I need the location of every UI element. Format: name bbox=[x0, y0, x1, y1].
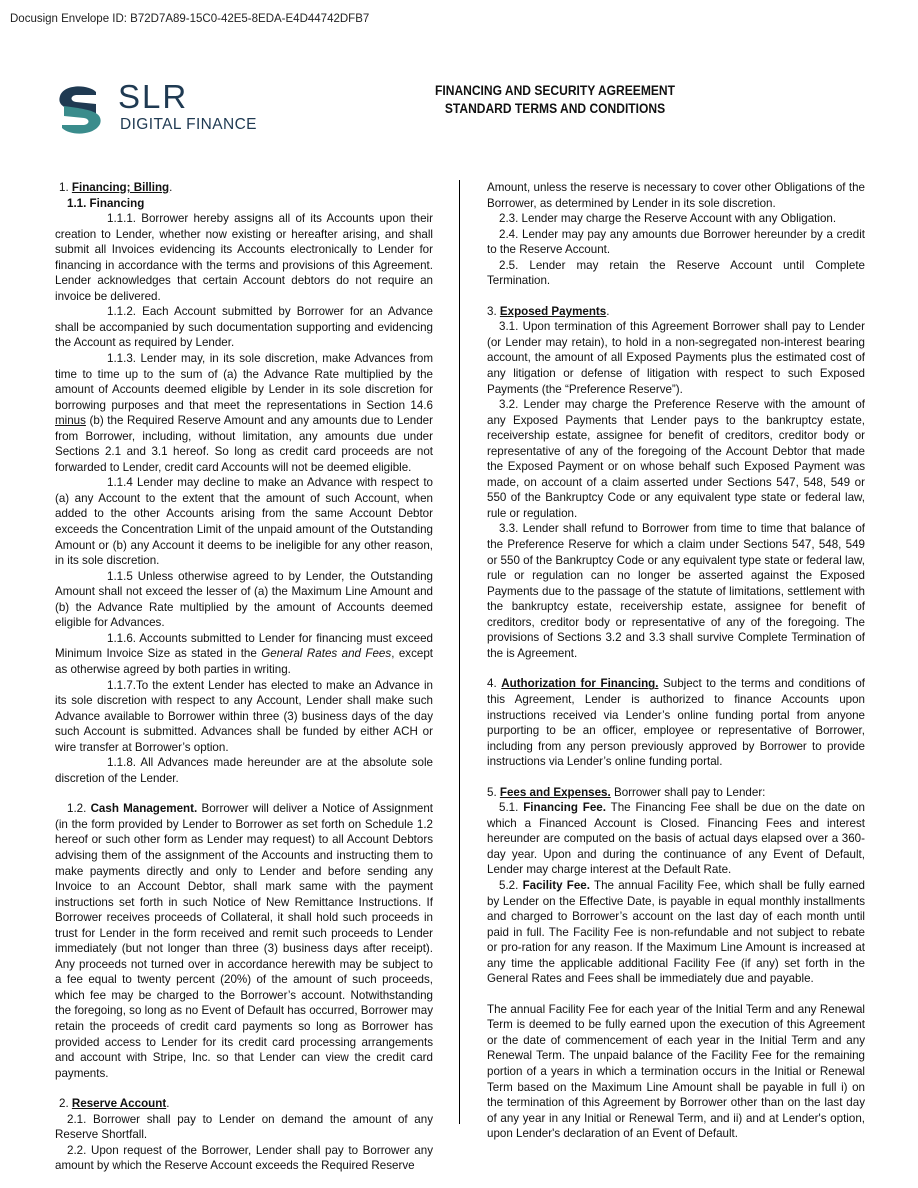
para-1-1-2: 1.1.2. Each Account submitted by Borrower for an Advance shall be accompanied by such documentation supporting and evidencing the Account as required by Lender. bbox=[55, 305, 433, 350]
title-line-2: STANDARD TERMS AND CONDITIONS bbox=[444, 101, 666, 116]
right-column bbox=[487, 180, 865, 1142]
para-1-1-7: 1.1.7.To the extent Lender has elected to make an Advance in its sole discretion with respect to any Account, Lender shall make such Advance available to Borrower within three (3) business days of the day such Account is submitted. Advances shall be funded by either ACH or wire transfer at Borrower’s option. bbox=[55, 678, 433, 754]
para-5-2: 5.2. Facility Fee. The annual Facility Fee, which shall be fully earned by Lender on the Effective Date, is payable in equal monthly installments and charged to Borrower’s account on the last day of each month until paid in full. The Facility Fee is non-refundable and not subject to rebate or pro-ration for any reason. If the Maximum Line Amount is increased at any time the applicable additional Facility Fee (if any) set forth in the General Rates and Fees shall be immediately due and payable. bbox=[487, 878, 866, 986]
para-3-3: 3.3. Lender shall refund to Borrower from time to time that balance of the Preference Reserve for which a claim under Sections 547, 548, 549 or 550 of the Bankruptcy Code or any equivalent type state or federal law, rule or regulation can no longer be asserted against the Exposed Payments due to the passage of the statute of limitations, settlement with the bankruptcy estate, receivership estate, assignee for benefit of creditors, creditor body or representative of any of the foregoing. The provisions of Sections 3.2 and 3.3 shall survive Complete Termination of the is Agreement. bbox=[487, 522, 865, 660]
para-1-1-4: 1.1.4 Lender may decline to make an Advance with respect to (a) any Account to the extent that the amount of such Account, when added to the other Accounts arising from the same Account Debtor exceeds the Concentration Limit of the unpaid amount of the Outstanding Amount or (b) any Account it deems to be ineligible for any other reason, in its sole discretion. bbox=[55, 476, 433, 568]
logo-text: SLR bbox=[118, 78, 189, 115]
para-2-2: 2.2. Upon request of the Borrower, Lender shall pay to Borrower any amount by which the Reserve Account exceeds the Required Reserve bbox=[55, 1143, 433, 1173]
section-3-heading: 3. Exposed Payments. bbox=[487, 304, 610, 318]
para-2-5: 2.5. Lender may retain the Reserve Account until Complete Termination. bbox=[487, 258, 865, 288]
para-1-1-6: 1.1.6. Accounts submitted to Lender for financing must exceed Minimum Invoice Size as stated in the General Rates and Fees, except as otherwise agreed by both parties in writing. bbox=[55, 631, 433, 676]
slr-s-icon bbox=[52, 82, 108, 138]
para-5-1: 5.1. Financing Fee. The Financing Fee shall be due on the date on which a Financed Account is Closed. Financing Fees and interest hereunder are computed on the basis of actual days elapsed over a 360-day year. Upon and during the continuance of any Event of Default, Lender may charge interest at the Default Rate. bbox=[487, 801, 865, 877]
para-3-2: 3.2. Lender may charge the Preference Reserve with the amount of any Exposed Payments that Lender pays to the bankruptcy estate, receivership estate, assignee for benefit of creditors, creditor body or representative of any of the foregoing of the Account Debtor that made the Exposed Payment or on whose behalf such Exposed Payment was made, on account of a claim asserted under Sections 547, 548, 549 or 550 of the Bankruptcy Code or any equivalent type state or federal law, rule or regulation. bbox=[487, 398, 865, 520]
para-2-4: 2.4. Lender may pay any amounts due Borrower hereunder by a credit to the Reserve Account. bbox=[487, 227, 865, 257]
section-2-heading: 2. Reserve Account. bbox=[59, 1097, 170, 1111]
slr-logo bbox=[52, 78, 267, 142]
para-1-2: 1.2. Cash Management. Borrower will deliver a Notice of Assignment (in the form provided by Lender to Borrower as set forth on Schedule 1.2 hereof or such other form as Lender may request) to all Account Debtors advising them of the assignment of the Accounts and instructing them to make payments directly and only to Lender and before sending any Invoice to an Account Debtor, shall mark same with the payment instructions set forth in such Notice of New Remittance Instructions. If Borrower receives proceeds of Collateral, it shall hold such proceeds in trust for Lender in the form received and remit such proceeds to Lender immediately (but not longer than three (3) business days after receipt). Any proceeds not turned over in accordance herewith may be subject to a fee equal to twenty percent (20%) of the amount of such proceeds, which fee may be charged to the Borrower’s account. Notwithstanding the foregoing, so long as no Event of Default has occurred, Borrower may retain the proceeds of credit card payments so long as Borrower has provided access to Lender for its credit card processing arrangements and account with Stripe, Inc. so that Lender can view the credit card payments. bbox=[55, 802, 433, 1080]
para-3-1: 3.1. Upon termination of this Agreement Borrower shall pay to Lender (or Lender may retain), to hold in a non-segregated non-interest bearing account, the amount of all Exposed Payments plus the estimated cost of any litigation or defense of litigation with respect to such Exposed Payments (the “Preference Reserve”). bbox=[487, 320, 865, 396]
logo-subtitle: DIGITAL FINANCE bbox=[120, 116, 257, 133]
para-2-2-continued: Amount, unless the reserve is necessary to cover other Obligations of the Borrower, as determined by Lender in its sole discretion. bbox=[487, 181, 865, 210]
column-divider bbox=[459, 180, 460, 1124]
section-1-1-heading: 1.1. Financing bbox=[67, 196, 145, 210]
envelope-id: Docusign Envelope ID: B72D7A89-15C0-42E5-8EDA-E4D44742DFB7 bbox=[10, 13, 370, 25]
para-1-1-3: 1.1.3. Lender may, in its sole discretion, make Advances from time to time up to the sum of (a) the Advance Rate multiplied by the amount of Accounts deemed eligible by Lender in its sole discretion for borrowing purposes and that meet the representations in Section 14.6 minus (b) the Required Reserve Amount and any amounts due to Lender from Borrower, including, without limitation, any amounts due under Sections 2.1 and 3.1 hereof. So long as credit card proceeds are not forwarded to Lender, credit card Accounts will not be deemed eligible. bbox=[55, 352, 433, 474]
para-annual-facility-fee: The annual Facility Fee for each year of the Initial Term and any Renewal Term is deemed to be fully earned upon the execution of this Agreement or the date of commencement of each year in the Initial Term and any Renewal Term. The unpaid balance of the Facility Fee for the remaining portion of a years in which a termination occurs in the Initial or Renewal Term based on the Maximum Line Amount shall be payable in full i) on the termination of this Agreement by Borrower other than on the last day of any year in any Initial or Renewal Term, and ii) and at Lender's option, upon Lender's declaration of an Event of Default. bbox=[487, 1002, 865, 1141]
para-2-3: 2.3. Lender may charge the Reserve Account with any Obligation. bbox=[499, 212, 837, 226]
section-1-heading: 1. Financing; Billing. bbox=[59, 181, 173, 194]
document-title bbox=[389, 82, 722, 118]
left-column bbox=[55, 180, 433, 1174]
para-1-1-8: 1.1.8. All Advances made hereunder are at the absolute sole discretion of the Lender. bbox=[55, 756, 433, 785]
para-1-1-1: 1.1.1. Borrower hereby assigns all of its Accounts upon their creation to Lender, whether now existing or hereafter arising, and shall submit all Invoices evidencing its Accounts electronically to Lender for financing in accordance with the terms and provisions of this Agreement. Lender acknowledges that certain Account debtors do not require an invoice be delivered. bbox=[55, 212, 433, 303]
para-2-1: 2.1. Borrower shall pay to Lender on demand the amount of any Reserve Shortfall. bbox=[55, 1112, 433, 1142]
title-line-1: FINANCING AND SECURITY AGREEMENT bbox=[435, 83, 675, 98]
section-5-heading: 5. Fees and Expenses. Borrower shall pay to Lender: bbox=[487, 785, 766, 799]
para-1-1-5: 1.1.5 Unless otherwise agreed to by Lender, the Outstanding Amount shall not exceed the lesser of (a) the Maximum Line Amount and (b) the Advance Rate multiplied by the amount of Accounts deemed eligible for Advances. bbox=[55, 569, 433, 630]
section-4: 4. Authorization for Financing. Subject to the terms and conditions of this Agreement, Lender is authorized to finance Accounts upon instructions received via Lender’s online funding portal from anyone purporting to be an officer, employee or representative of Borrower, including from any person previously approved by Borrower to provide instructions via Lender’s online funding portal. bbox=[487, 677, 865, 769]
